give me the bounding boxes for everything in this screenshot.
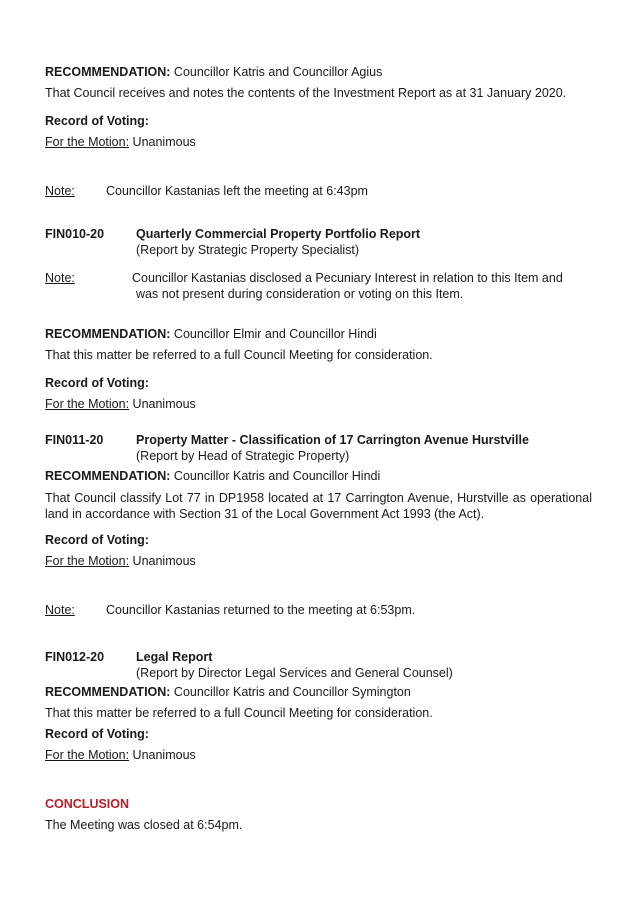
recommendation-line <box>45 327 377 342</box>
for-the-motion-label: For the Motion: <box>45 135 130 149</box>
voting-result <box>45 397 196 412</box>
recommendation-label: RECOMMENDATION: <box>45 327 171 341</box>
note-text: Councillor Kastanias left the meeting at 6:43pm <box>106 184 368 198</box>
for-the-motion-label: For the Motion: <box>45 748 130 762</box>
item-code-fin011: FIN011-20 <box>45 433 104 447</box>
item-code-fin010: FIN010-20 <box>45 227 105 241</box>
recommendation-line <box>45 469 380 484</box>
conclusion-text: The Meeting was closed at 6:54pm. <box>45 818 243 832</box>
for-the-motion-label: For the Motion: <box>45 554 130 568</box>
resolution-text: That Council receives and notes the contents of the Investment Report as at 31 January 2020. <box>45 86 567 100</box>
voting-result <box>45 554 196 569</box>
for-the-motion-label: For the Motion: <box>45 397 130 411</box>
recommendation-movers: Councillor Katris and Councillor Agius <box>170 65 383 79</box>
item-subtitle: (Report by Director Legal Services and General Counsel) <box>136 666 453 680</box>
voting-result <box>45 135 196 150</box>
for-the-motion-value: Unanimous <box>129 554 196 568</box>
note-text-line-1: Councillor Kastanias disclosed a Pecuniary Interest in relation to this Item and <box>132 271 563 285</box>
note-text: Councillor Kastanias returned to the meeting at 6:53pm. <box>106 603 416 617</box>
item-code-fin012: FIN012-20 <box>45 650 105 664</box>
recommendation-label: RECOMMENDATION: <box>45 469 171 483</box>
resolution-text: That Council classify Lot 77 in DP1958 located at 17 Carrington Avenue, Hurstville as operational land in accordance with Section 31 of the Local Government Act 1993 (the Act). <box>45 491 592 521</box>
recommendation-line <box>45 65 382 80</box>
note-label: Note: <box>45 184 75 198</box>
for-the-motion-value: Unanimous <box>129 135 196 149</box>
recommendation-movers: Councillor Katris and Councillor Hindi <box>170 469 381 483</box>
recommendation-label: RECOMMENDATION: <box>45 65 171 79</box>
voting-result <box>45 748 196 763</box>
record-of-voting-heading: Record of Voting: <box>45 114 149 128</box>
recommendation-movers: Councillor Katris and Councillor Symington <box>170 685 411 699</box>
resolution-text: That this matter be referred to a full Council Meeting for consideration. <box>45 348 433 362</box>
item-subtitle: (Report by Head of Strategic Property) <box>136 449 350 463</box>
recommendation-movers: Councillor Elmir and Councillor Hindi <box>170 327 377 341</box>
record-of-voting-heading: Record of Voting: <box>45 727 149 741</box>
record-of-voting-heading: Record of Voting: <box>45 376 149 390</box>
recommendation-label: RECOMMENDATION: <box>45 685 171 699</box>
record-of-voting-heading: Record of Voting: <box>45 533 149 547</box>
item-subtitle: (Report by Strategic Property Specialist) <box>136 243 360 257</box>
item-title: Legal Report <box>136 650 213 664</box>
item-heading-fin010 <box>136 226 420 258</box>
resolution-text: That this matter be referred to a full Council Meeting for consideration. <box>45 706 433 720</box>
note-label: Note: <box>45 271 75 285</box>
item-heading-fin011 <box>136 432 529 464</box>
conclusion-heading: CONCLUSION <box>45 797 130 811</box>
note-label: Note: <box>45 603 75 617</box>
item-title: Quarterly Commercial Property Portfolio Report <box>136 227 421 241</box>
note-text-line-2: was not present during consideration or voting on this Item. <box>136 287 464 301</box>
item-heading-fin012 <box>136 649 453 681</box>
recommendation-line <box>45 685 411 700</box>
for-the-motion-value: Unanimous <box>129 748 196 762</box>
item-title: Property Matter - Classification of 17 Carrington Avenue Hurstville <box>136 433 529 447</box>
for-the-motion-value: Unanimous <box>129 397 196 411</box>
